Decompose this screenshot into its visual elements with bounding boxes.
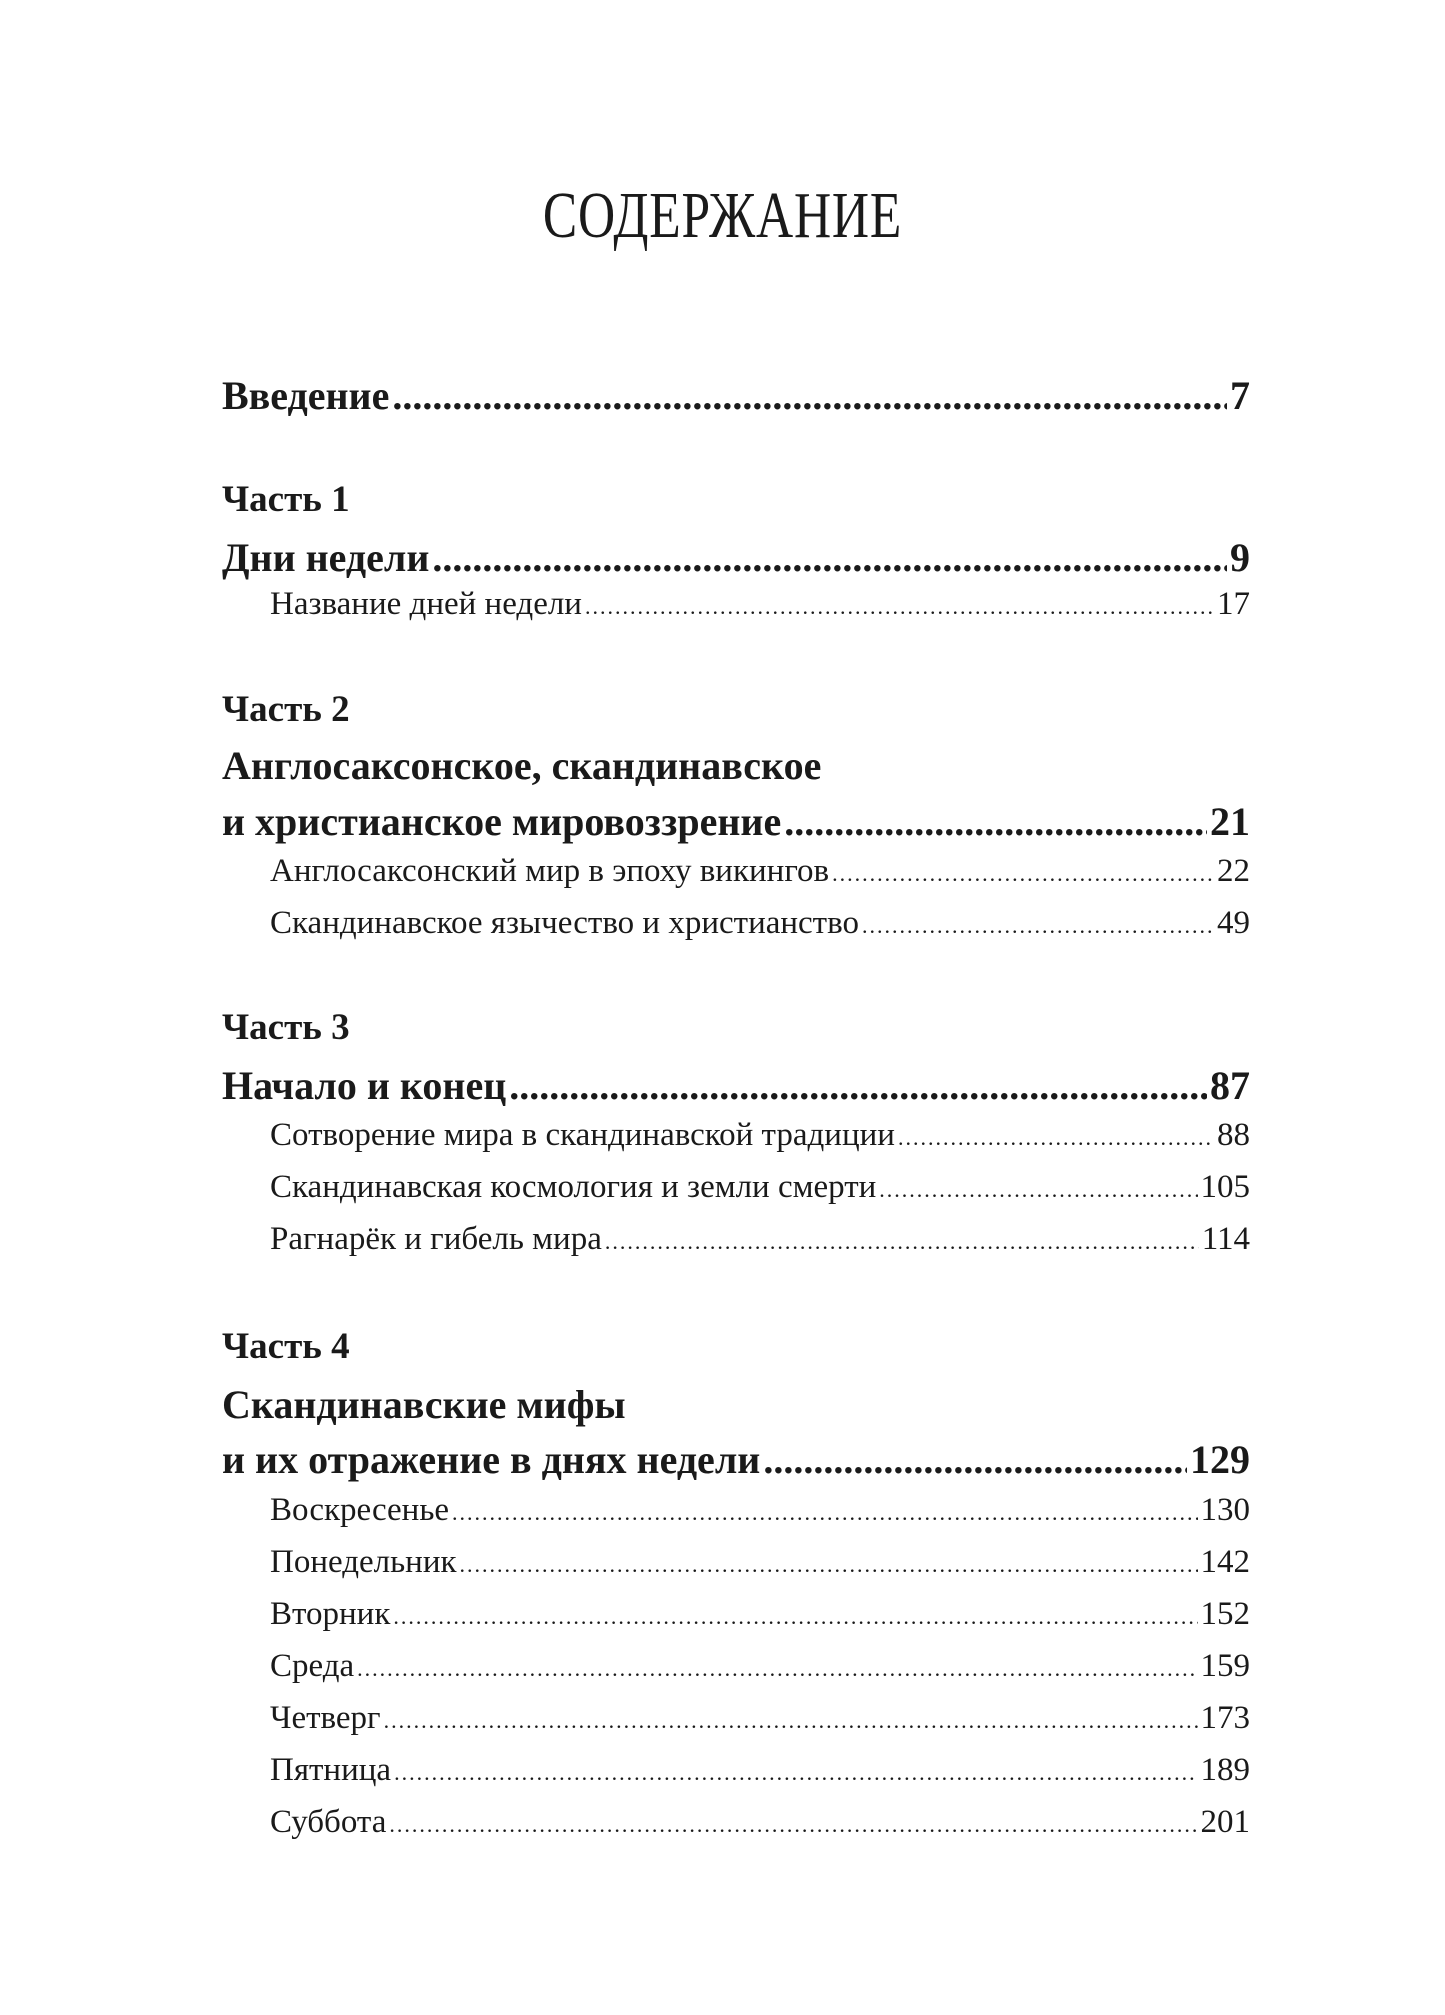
- toc-page-number: 105: [1200, 1169, 1250, 1205]
- toc-page-number: 7: [1230, 373, 1250, 418]
- toc-entry-part4-item-3[interactable]: [270, 1648, 1250, 1685]
- toc-entry-part3-item-1[interactable]: [270, 1169, 1250, 1206]
- toc-page-number: 173: [1200, 1700, 1250, 1736]
- toc-entry-label: Четверг: [270, 1700, 381, 1736]
- toc-entry-part4-item-6[interactable]: [270, 1804, 1250, 1841]
- toc-entry-part2-item-0[interactable]: [270, 853, 1250, 890]
- dot-leader: [898, 1117, 1214, 1154]
- dot-leader: [452, 1492, 1197, 1529]
- toc-page-number: 152: [1200, 1596, 1250, 1632]
- dot-leader: [509, 1062, 1207, 1109]
- toc-entry-label: Сотворение мира в скандинавской традиции: [270, 1117, 895, 1153]
- toc-page-number: 114: [1201, 1221, 1250, 1257]
- dot-leader: [384, 1700, 1198, 1737]
- toc-entry-part3-item-0[interactable]: [270, 1117, 1250, 1154]
- toc-entry-part4-main[interactable]: [222, 1436, 1250, 1483]
- toc-entry-label: Скандинавская космология и земли смерти: [270, 1169, 877, 1205]
- toc-page-number: 159: [1200, 1648, 1250, 1684]
- toc-entry-part4-item-0[interactable]: [270, 1492, 1250, 1529]
- dot-leader: [357, 1648, 1197, 1685]
- part-2-title-line1: Англосаксонское, скандинавское: [222, 743, 822, 788]
- toc-entry-label: Среда: [270, 1648, 355, 1684]
- dot-leader: [605, 1221, 1199, 1258]
- toc-page-number: 129: [1190, 1437, 1250, 1482]
- toc-entry-label: и их отражение в днях недели: [222, 1437, 761, 1482]
- dot-leader: [392, 372, 1227, 419]
- part-2-heading: Часть 2: [222, 689, 350, 730]
- dot-leader: [585, 586, 1214, 623]
- toc-entry-label: Начало и конец: [222, 1063, 507, 1108]
- part-4-title-line1: Скандинавские мифы: [222, 1382, 626, 1427]
- toc-page-number: 49: [1217, 905, 1250, 941]
- toc-page-number: 22: [1217, 853, 1250, 889]
- part-4-heading: Часть 4: [222, 1326, 350, 1367]
- toc-page-number: 87: [1210, 1063, 1250, 1108]
- toc-page-number: 9: [1230, 535, 1250, 580]
- toc-entry-label: Рагнарёк и гибель мира: [270, 1221, 602, 1257]
- toc-entry-label: Название дней недели: [270, 586, 582, 622]
- toc-entry-part4-item-1[interactable]: [270, 1544, 1250, 1581]
- toc-entry-label: Суббота: [270, 1804, 387, 1840]
- toc-entry-label: Введение: [222, 373, 390, 418]
- toc-entry-part2-main[interactable]: [222, 798, 1250, 845]
- dot-leader: [763, 1436, 1187, 1483]
- toc-page-number: 21: [1210, 799, 1250, 844]
- toc-page-number: 88: [1217, 1117, 1250, 1153]
- dot-leader: [460, 1544, 1198, 1581]
- toc-page-number: 17: [1217, 586, 1250, 622]
- dot-leader: [784, 798, 1207, 845]
- toc-entry-part4-item-4[interactable]: [270, 1700, 1250, 1737]
- toc-page-number: 189: [1200, 1752, 1250, 1788]
- part-3-heading: Часть 3: [222, 1007, 350, 1048]
- toc-entry-label: Скандинавское язычество и христианство: [270, 905, 859, 941]
- toc-entry-intro[interactable]: [222, 372, 1250, 419]
- page-title: СОДЕРЖАНИЕ: [542, 179, 903, 252]
- dot-leader: [394, 1752, 1197, 1789]
- toc-entry-label: Пятница: [270, 1752, 392, 1788]
- toc-entry-label: Дни недели: [222, 535, 430, 580]
- toc-entry-label: Понедельник: [270, 1544, 457, 1580]
- toc-entry-part1-item-0[interactable]: [270, 586, 1250, 623]
- toc-entry-part2-item-1[interactable]: [270, 905, 1250, 942]
- toc-entry-label: Воскресенье: [270, 1492, 450, 1528]
- toc-entry-label: и христианское мировоззрение: [222, 799, 782, 844]
- dot-leader: [832, 853, 1214, 890]
- dot-leader: [389, 1804, 1197, 1841]
- dot-leader: [879, 1169, 1197, 1206]
- dot-leader: [862, 905, 1214, 942]
- toc-entry-part4-item-5[interactable]: [270, 1752, 1250, 1789]
- toc-entry-part3-item-2[interactable]: [270, 1221, 1250, 1258]
- dot-leader: [393, 1596, 1197, 1633]
- part-1-heading: Часть 1: [222, 479, 350, 520]
- toc-page-number: 201: [1200, 1804, 1250, 1840]
- toc-entry-part3-main[interactable]: [222, 1062, 1250, 1109]
- toc-entry-label: Англосаксонский мир в эпоху викингов: [270, 853, 830, 889]
- toc-entry-part4-item-2[interactable]: [270, 1596, 1250, 1633]
- toc-entry-label: Вторник: [270, 1596, 391, 1632]
- toc-entry-part1-main[interactable]: [222, 534, 1250, 581]
- toc-page-number: 142: [1200, 1544, 1250, 1580]
- dot-leader: [432, 534, 1227, 581]
- toc-page-number: 130: [1200, 1492, 1250, 1528]
